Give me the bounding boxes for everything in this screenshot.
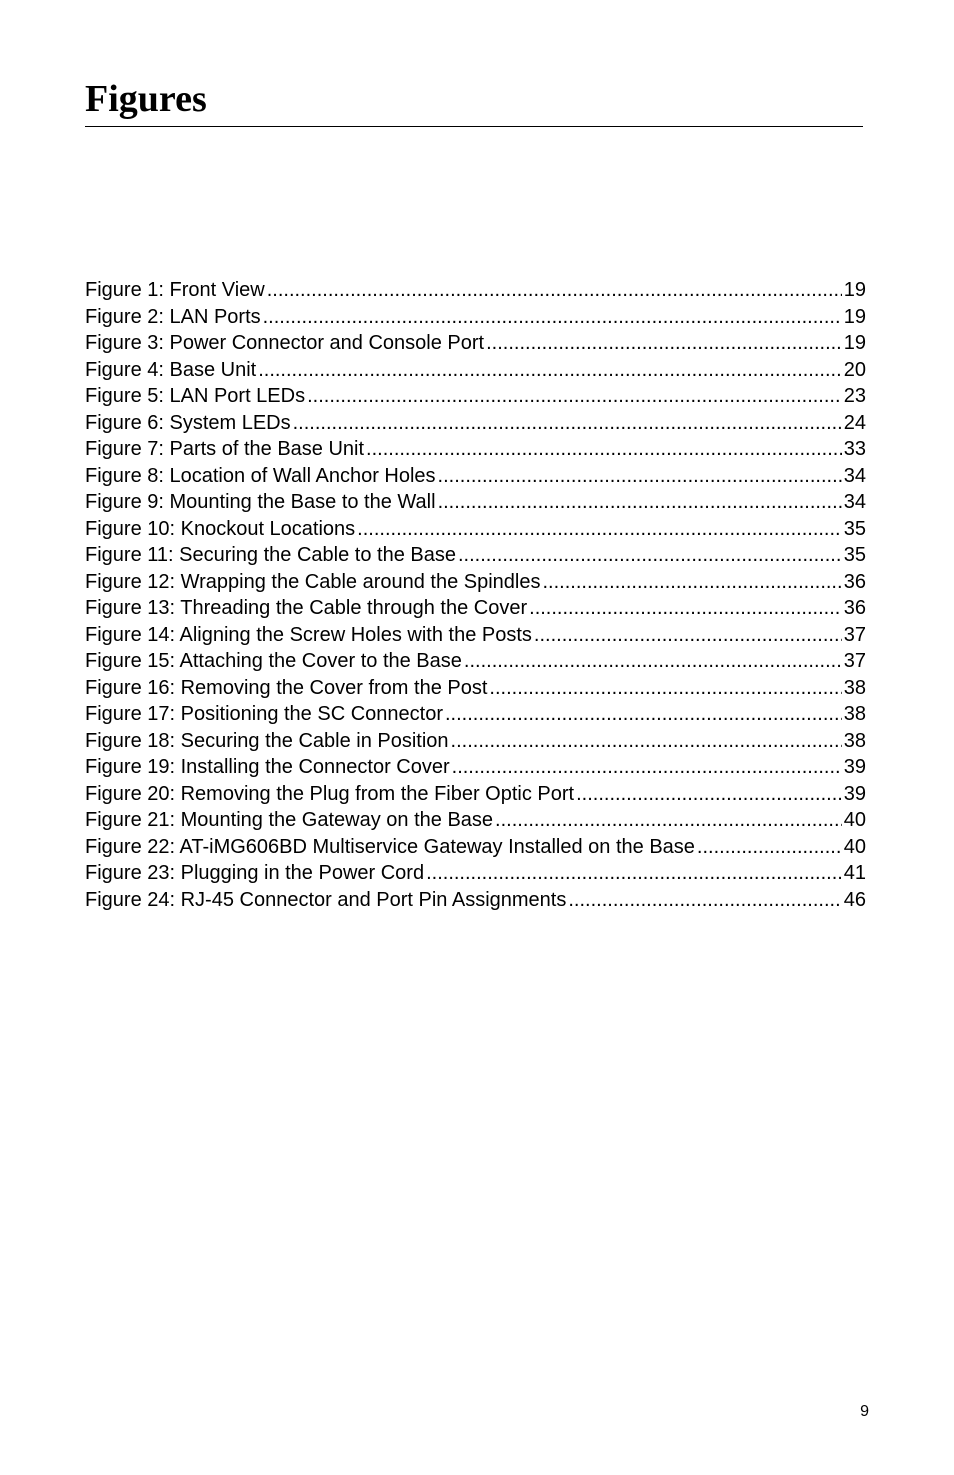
toc-entry[interactable] bbox=[85, 860, 866, 887]
toc-entry-title[interactable]: Figure 1: Front View bbox=[85, 279, 265, 301]
toc-entry-page[interactable]: 41 bbox=[843, 862, 866, 884]
toc-entry[interactable] bbox=[85, 701, 866, 728]
toc-entry-page[interactable]: 40 bbox=[843, 835, 866, 858]
toc-entry-title[interactable]: Figure 5: LAN Port LEDs bbox=[85, 385, 306, 407]
toc-entry-page[interactable]: 34 bbox=[843, 491, 866, 513]
dot-leader bbox=[258, 357, 842, 384]
toc-entry[interactable] bbox=[85, 675, 866, 702]
toc-entry-page[interactable]: 36 bbox=[843, 597, 866, 619]
dot-leader bbox=[464, 648, 842, 675]
toc-entry-title[interactable]: Figure 9: Mounting the Base to the Wall bbox=[85, 491, 436, 513]
toc-entry-title[interactable]: Figure 10: Knockout Locations bbox=[85, 517, 356, 540]
toc-entry[interactable] bbox=[85, 887, 866, 914]
toc-entry[interactable] bbox=[85, 357, 866, 384]
dot-leader bbox=[263, 304, 842, 331]
toc-entry[interactable] bbox=[85, 834, 866, 861]
toc-entry[interactable] bbox=[85, 542, 866, 569]
dot-leader bbox=[697, 834, 842, 861]
toc-entry[interactable] bbox=[85, 410, 866, 437]
list-of-figures bbox=[85, 277, 866, 913]
toc-entry-page[interactable]: 35 bbox=[843, 517, 866, 540]
toc-entry[interactable] bbox=[85, 807, 866, 834]
toc-entry-title[interactable]: Figure 12: Wrapping the Cable around the Spindles bbox=[85, 570, 541, 593]
toc-entry-page[interactable]: 46 bbox=[843, 888, 866, 911]
toc-entry[interactable] bbox=[85, 781, 866, 808]
toc-entry-title[interactable]: Figure 19: Installing the Connector Cover bbox=[85, 756, 450, 778]
dot-leader bbox=[486, 330, 842, 357]
toc-entry[interactable] bbox=[85, 754, 866, 781]
toc-entry-page[interactable]: 23 bbox=[843, 385, 866, 407]
toc-entry[interactable] bbox=[85, 648, 866, 675]
toc-entry-page[interactable]: 36 bbox=[843, 570, 866, 593]
toc-entry-page[interactable]: 38 bbox=[843, 729, 866, 752]
toc-entry-page[interactable]: 39 bbox=[843, 756, 866, 778]
dot-leader bbox=[293, 410, 842, 437]
dot-leader bbox=[426, 860, 842, 887]
dot-leader bbox=[452, 754, 842, 781]
toc-entry-page[interactable]: 20 bbox=[843, 358, 866, 381]
dot-leader bbox=[529, 595, 842, 622]
toc-entry-page[interactable]: 37 bbox=[843, 650, 866, 672]
toc-entry[interactable] bbox=[85, 330, 866, 357]
dot-leader bbox=[568, 887, 841, 914]
page-number: 9 bbox=[860, 1403, 869, 1420]
toc-entry-title[interactable]: Figure 17: Positioning the SC Connector bbox=[85, 703, 443, 725]
toc-entry-title[interactable]: Figure 7: Parts of the Base Unit bbox=[85, 438, 365, 460]
page-title: Figures bbox=[85, 76, 863, 127]
toc-entry-title[interactable]: Figure 20: Removing the Plug from the Fiber Optic Port bbox=[85, 782, 575, 805]
toc-entry-page[interactable]: 38 bbox=[843, 703, 866, 725]
toc-entry-page[interactable]: 34 bbox=[843, 464, 866, 487]
toc-entry-title[interactable]: Figure 18: Securing the Cable in Position bbox=[85, 729, 449, 752]
toc-entry-page[interactable]: 19 bbox=[843, 305, 866, 328]
toc-entry[interactable] bbox=[85, 595, 866, 622]
dot-leader bbox=[576, 781, 842, 808]
toc-entry-page[interactable]: 19 bbox=[843, 332, 866, 354]
toc-entry-page[interactable]: 38 bbox=[843, 676, 866, 699]
toc-entry-page[interactable]: 24 bbox=[843, 411, 866, 434]
dot-leader bbox=[451, 728, 842, 755]
toc-entry[interactable] bbox=[85, 463, 866, 490]
toc-entry-title[interactable]: Figure 3: Power Connector and Console Port bbox=[85, 332, 485, 354]
dot-leader bbox=[267, 277, 842, 304]
toc-entry-title[interactable]: Figure 4: Base Unit bbox=[85, 358, 257, 381]
dot-leader bbox=[438, 489, 842, 516]
toc-entry-page[interactable]: 33 bbox=[843, 438, 866, 460]
toc-entry-title[interactable]: Figure 14: Aligning the Screw Holes with the Posts bbox=[85, 623, 532, 646]
toc-entry[interactable] bbox=[85, 304, 866, 331]
toc-entry[interactable] bbox=[85, 489, 866, 516]
toc-entry[interactable] bbox=[85, 728, 866, 755]
toc-entry-title[interactable]: Figure 16: Removing the Cover from the Post bbox=[85, 676, 488, 699]
toc-entry[interactable] bbox=[85, 277, 866, 304]
dot-leader bbox=[542, 569, 841, 596]
toc-entry-title[interactable]: Figure 23: Plugging in the Power Cord bbox=[85, 862, 425, 884]
toc-entry-page[interactable]: 35 bbox=[843, 544, 866, 566]
toc-entry-title[interactable]: Figure 6: System LEDs bbox=[85, 411, 291, 434]
dot-leader bbox=[445, 701, 842, 728]
toc-entry[interactable] bbox=[85, 622, 866, 649]
toc-entry[interactable] bbox=[85, 516, 866, 543]
toc-entry-title[interactable]: Figure 13: Threading the Cable through the Cover bbox=[85, 597, 528, 619]
toc-entry[interactable] bbox=[85, 569, 866, 596]
toc-entry-page[interactable]: 40 bbox=[843, 809, 866, 831]
toc-entry-title[interactable]: Figure 24: RJ-45 Connector and Port Pin Assignments bbox=[85, 888, 567, 911]
dot-leader bbox=[489, 675, 841, 702]
dot-leader bbox=[366, 436, 842, 463]
toc-entry-title[interactable]: Figure 22: AT-iMG606BD Multiservice Gateway Installed on the Base bbox=[85, 835, 695, 858]
dot-leader bbox=[534, 622, 842, 649]
toc-entry-title[interactable]: Figure 2: LAN Ports bbox=[85, 305, 261, 328]
toc-entry-title[interactable]: Figure 21: Mounting the Gateway on the Base bbox=[85, 809, 494, 831]
dot-leader bbox=[438, 463, 842, 490]
toc-entry-title[interactable]: Figure 8: Location of Wall Anchor Holes bbox=[85, 464, 436, 487]
toc-entry-page[interactable]: 37 bbox=[843, 623, 866, 646]
toc-entry-page[interactable]: 19 bbox=[843, 279, 866, 301]
toc-entry-title[interactable]: Figure 15: Attaching the Cover to the Base bbox=[85, 650, 462, 672]
toc-entry[interactable] bbox=[85, 436, 866, 463]
toc-entry-page[interactable]: 39 bbox=[843, 782, 866, 805]
toc-entry-title[interactable]: Figure 11: Securing the Cable to the Base bbox=[85, 544, 456, 566]
dot-leader bbox=[357, 516, 842, 543]
dot-leader bbox=[307, 383, 842, 410]
toc-entry[interactable] bbox=[85, 383, 866, 410]
dot-leader bbox=[458, 542, 842, 569]
dot-leader bbox=[495, 807, 842, 834]
